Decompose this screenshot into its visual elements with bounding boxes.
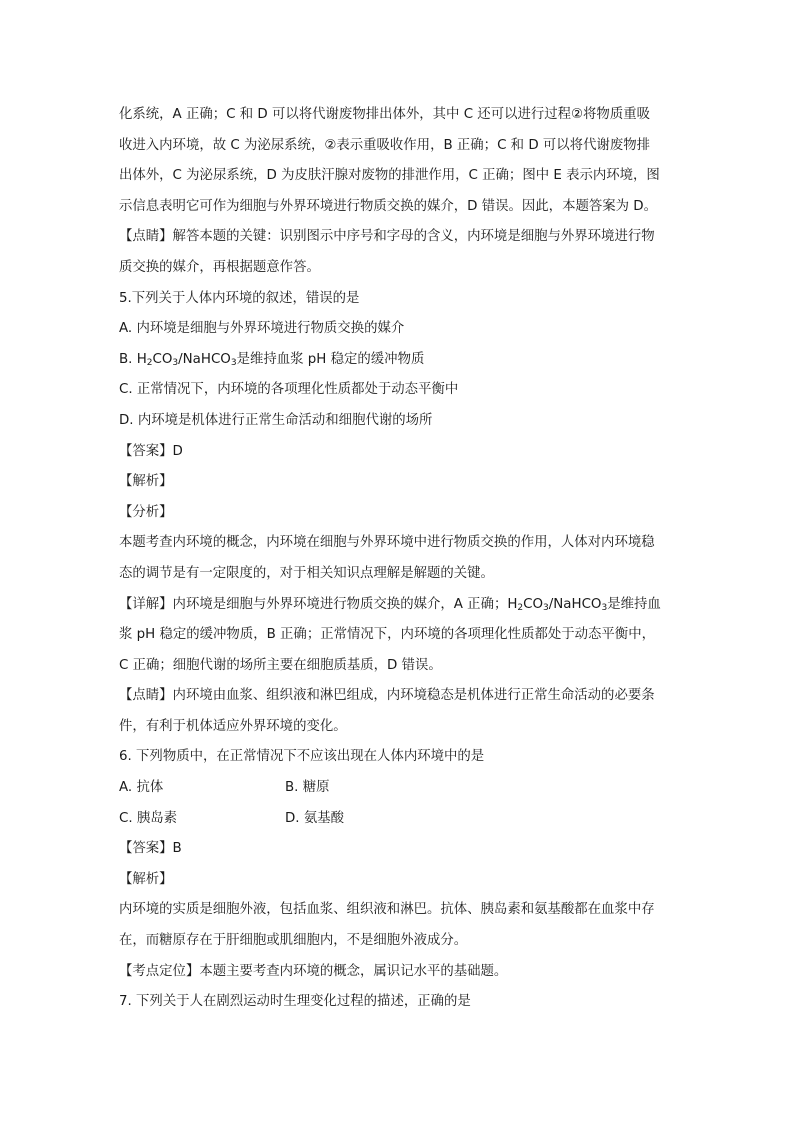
question-6-title: 6. 下列物质中，在正常情况下不应该出现在人体内环境中的是: [119, 749, 485, 765]
question-6-options-row: [119, 804, 684, 835]
text-line: 【考点定位】本题主要考查内环境的概念，属识记水平的基础题。: [119, 963, 508, 979]
text-line: 质交换的媒介，再根据题意作答。: [119, 259, 320, 275]
question-7-title: 7. 下列关于人在剧烈运动时生理变化过程的描述，正确的是: [119, 994, 471, 1010]
text-line: 出体外，C 为泌尿系统，D 为皮肤汗腺对废物的排泄作用，C 正确；图中 E 表示内环境，图: [119, 168, 660, 184]
text-line: 【点睛】解答本题的关键：识别图示中序号和字母的含义，内环境是细胞与外界环境进行物: [119, 229, 655, 245]
question-5-option-d: D. 内环境是机体进行正常生命活动和细胞代谢的场所: [119, 412, 433, 428]
text-line: 本题考查内环境的概念，内环境在细胞与外界环境中进行物质交换的作用，人体对内环境稳: [119, 535, 655, 551]
question-6-option-b: B. 糖原: [285, 780, 330, 796]
question-6-options-row: [119, 773, 684, 804]
analysis-label: 【解析】: [119, 871, 173, 887]
question-6-option-c: C. 胰岛素: [119, 810, 178, 826]
text-line: 件，有利于机体适应外界环境的变化。: [119, 718, 347, 734]
question-5-title: 5.下列关于人体内环境的叙述，错误的是: [119, 290, 360, 306]
text-line: 化系统，A 正确；C 和 D 可以将代谢废物排出体外，其中 C 还可以进行过程②将物质重吸: [119, 107, 650, 122]
text-line: 【点睛】内环境由血浆、组织液和淋巴组成，内环境稳态是机体进行正常生命活动的必要条: [119, 688, 655, 704]
question-5-option-c: C. 正常情况下，内环境的各项理化性质都处于动态平衡中: [119, 382, 459, 398]
answer-label: 【答案】B: [119, 841, 182, 857]
analysis-label: 【解析】: [119, 474, 173, 490]
text-line: C 正确；细胞代谢的场所主要在细胞质基质，D 错误。: [119, 657, 442, 673]
question-5-option-b: B. $H_2CO_3/NaHCO_3$是维持血浆 pH 稳定的缓冲物质: [119, 351, 425, 368]
answer-label: 【答案】D: [119, 443, 183, 459]
question-6-option-d: D. 氨基酸: [285, 810, 344, 826]
text-line: 内环境的实质是细胞外液，包括血浆、组织液和淋巴。抗体、胰岛素和氨基酸都在血浆中存: [119, 902, 655, 918]
detail-line: 【详解】内环境是细胞与外界环境进行物质交换的媒介，A 正确；$H_2CO_3/NaHCO_3$是维持血: [119, 596, 661, 613]
text-line: 在，而糖原存在于肝细胞或肌细胞内，不是细胞外液成分。: [119, 933, 468, 949]
document-body: [119, 100, 684, 1018]
text-line: 浆 pH 稳定的缓冲物质，B 正确；正常情况下，内环境的各项理化性质都处于动态平衡中，: [119, 627, 655, 643]
text-line: 收进入内环境，故 C 为泌尿系统，②表示重吸收作用，B 正确；C 和 D 可以将代谢废物排: [119, 137, 651, 153]
question-5-option-a: A. 内环境是细胞与外界环境进行物质交换的媒介: [119, 321, 405, 337]
question-6-option-a: A. 抗体: [119, 780, 164, 796]
text-line: 态的调节是有一定限度的，对于相关知识点理解是解题的关键。: [119, 565, 494, 581]
text-line: 示信息表明它可作为细胞与外界环境进行物质交换的媒介，D 错误。因此，本题答案为 D。: [119, 198, 657, 214]
analysis-sub-label: 【分析】: [119, 504, 173, 520]
